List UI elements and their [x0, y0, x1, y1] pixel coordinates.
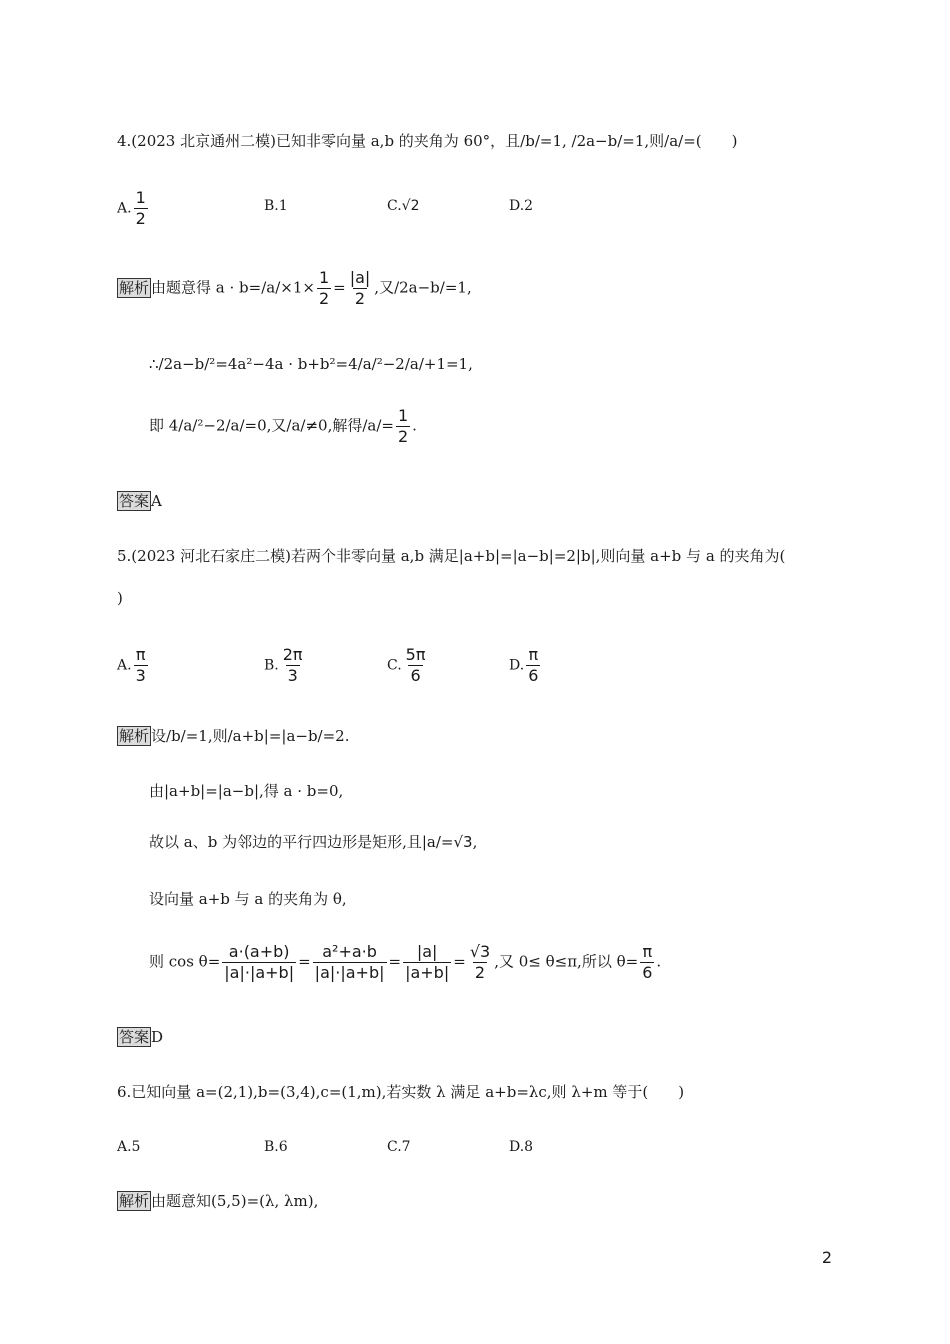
analysis-text: . — [412, 416, 417, 435]
q5-analysis-line2: 由|a+b|=|a−b|,得 a · b=0, — [149, 782, 344, 800]
option-label: A. — [117, 657, 132, 674]
q5-analysis-line5 — [149, 942, 661, 983]
option-label: B. — [264, 657, 279, 674]
sqrt-value: √3 — [453, 833, 473, 851]
q5-stem-line1: 5.(2023 河北石家庄二模)若两个非零向量 a,b 满足|a+b|=|a−b|=2|b|,则向量 a+b 与 a 的夹角为( — [117, 547, 786, 565]
option-label: C. — [387, 657, 402, 674]
option-label: C. — [387, 198, 402, 214]
fraction — [403, 942, 451, 983]
equals-sign: = — [298, 952, 311, 971]
fraction — [134, 188, 148, 229]
fraction — [404, 645, 428, 686]
fraction — [396, 406, 410, 447]
analysis-text: 由题意知(5,5)=(λ, λm), — [151, 1192, 319, 1210]
fraction — [222, 942, 296, 983]
q4-option-c — [387, 196, 420, 216]
fraction — [348, 268, 373, 309]
fraction-denominator: 2 — [318, 289, 330, 308]
fraction-numerator: π — [528, 645, 539, 664]
fraction-denominator: |a+b| — [405, 963, 450, 982]
q5-analysis-line1 — [117, 726, 350, 746]
fraction-numerator: a·(a+b) — [228, 942, 290, 961]
q6-option-b: B.6 — [264, 1139, 288, 1155]
fraction-numerator: 5π — [405, 645, 426, 664]
analysis-text: 即 4/a/²−2/a/=0,又/a/≠0,解得/a/= — [149, 416, 394, 435]
q4-stem: 4.(2023 北京通州二模)已知非零向量 a,b 的夹角为 60°，且/b/=1, /2a−b/=1,则/a/=( ) — [117, 132, 738, 150]
analysis-tag: 解析 — [119, 1192, 150, 1210]
q4-option-a — [117, 188, 150, 229]
option-label: D. — [509, 657, 525, 674]
answer-tag: 答案 — [119, 492, 150, 510]
analysis-text: 设/b/=1,则/a+b|=|a−b/=2. — [151, 727, 350, 745]
fraction-denominator: 2 — [474, 963, 486, 982]
q4-analysis-line3 — [149, 406, 417, 447]
fraction — [313, 942, 387, 983]
q5-option-b — [264, 645, 307, 686]
fraction-numerator: 2π — [282, 645, 303, 664]
answer-value: A — [151, 492, 162, 510]
fraction-numerator: |a| — [416, 942, 438, 961]
fraction-numerator: 1 — [318, 268, 330, 287]
q5-analysis-line3 — [149, 832, 477, 852]
analysis-tag: 解析 — [119, 727, 150, 745]
q4-option-d: D.2 — [509, 198, 534, 214]
option-label: A. — [117, 200, 132, 217]
fraction — [468, 942, 492, 983]
fraction-numerator: |a| — [349, 268, 371, 287]
q5-stem-line2: ) — [117, 589, 123, 607]
answer-value: D — [151, 1028, 164, 1046]
fraction-denominator: 2 — [397, 427, 409, 446]
q5-option-c — [387, 645, 429, 686]
option-value: √2 — [401, 198, 420, 214]
fraction-denominator: 3 — [287, 666, 298, 685]
q5-option-a — [117, 645, 150, 686]
fraction-numerator: 1 — [135, 188, 146, 207]
fraction — [526, 645, 540, 686]
fraction-numerator: a²+a·b — [322, 942, 377, 961]
analysis-text: ,又/2a−b/=1, — [374, 278, 472, 297]
fraction-numerator: √3 — [469, 942, 491, 961]
fraction — [281, 645, 305, 686]
page-number: 2 — [821, 1248, 832, 1267]
fraction-numerator: 1 — [397, 406, 409, 425]
answer-tag: 答案 — [119, 1028, 150, 1046]
q4-option-b: B.1 — [264, 198, 288, 214]
fraction — [640, 942, 654, 983]
analysis-text: . — [656, 952, 662, 971]
q5-analysis-line4: 设向量 a+b 与 a 的夹角为 θ, — [149, 890, 347, 908]
analysis-text: 则 cos θ= — [149, 952, 221, 971]
fraction-denominator: |a|·|a+b| — [314, 963, 385, 982]
analysis-text: 由题意得 a · b=/a/×1× — [151, 278, 315, 297]
q4-analysis-line2: ∴/2a−b/²=4a²−4a · b+b²=4/a/²−2/a/+1=1, — [149, 355, 473, 373]
q4-analysis-line1 — [117, 268, 472, 309]
q6-option-d: D.8 — [509, 1139, 534, 1155]
fraction-denominator: 2 — [135, 209, 146, 228]
analysis-tag: 解析 — [119, 278, 150, 297]
fraction-denominator: 3 — [135, 666, 146, 685]
q6-stem: 6.已知向量 a=(2,1),b=(3,4),c=(1,m),若实数 λ 满足 a+b=λc,则 λ+m 等于( ) — [117, 1083, 685, 1101]
fraction — [134, 645, 148, 686]
q6-option-a: A.5 — [117, 1139, 141, 1155]
fraction-denominator: 6 — [410, 666, 421, 685]
fraction-numerator: π — [135, 645, 146, 664]
analysis-text: 故以 a、b 为邻边的平行四边形是矩形,且|a/= — [149, 833, 454, 851]
analysis-text: , — [472, 833, 478, 851]
q6-option-c: C.7 — [387, 1139, 411, 1155]
fraction-denominator: 6 — [642, 963, 653, 982]
equals-sign: = — [388, 952, 402, 971]
equals-sign: = — [333, 278, 346, 297]
q4-answer — [117, 491, 162, 511]
equals-sign: = — [453, 952, 466, 971]
fraction — [317, 268, 331, 309]
q6-analysis-line1 — [117, 1191, 318, 1211]
fraction-denominator: |a|·|a+b| — [224, 963, 295, 982]
fraction-numerator: π — [642, 942, 653, 961]
analysis-text: ,又 0≤ θ≤π,所以 θ= — [494, 952, 639, 971]
fraction-denominator: 2 — [354, 289, 366, 308]
q5-answer — [117, 1027, 163, 1047]
fraction-denominator: 6 — [528, 666, 539, 685]
q5-option-d — [509, 645, 542, 686]
